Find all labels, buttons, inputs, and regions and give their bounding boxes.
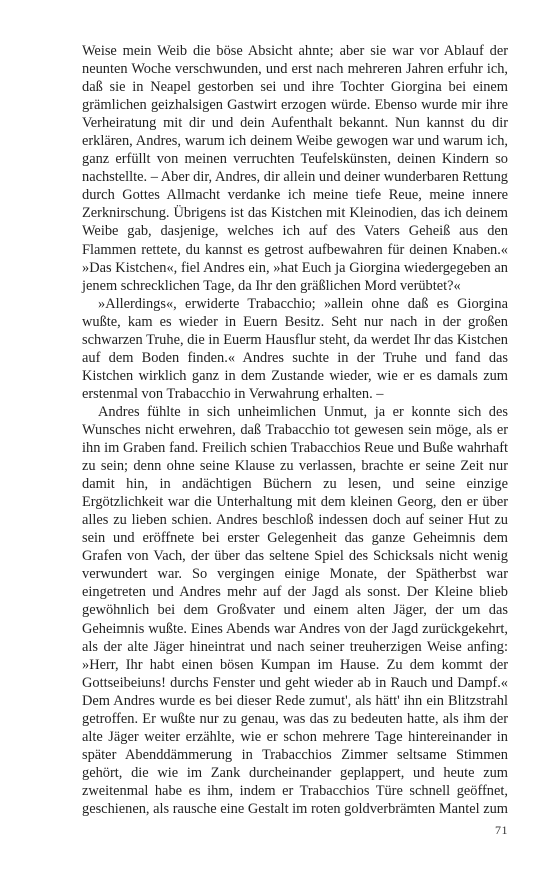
paragraph-2: »Allerdings«, erwiderte Trabacchio; »allein ohne daß es Giorgina wußte, kam es wieder in Euern Besitz. Seht nur nach in der großen schwarzen Truhe, die in Euerm Hausflur steht, da werdet Ihr das Kistchen auf dem Boden finden.« Andres suchte in der Truhe und fand das Kistchen wirklich ganz in dem Zustande wieder, wie er es damals zum erstenmal von Trabacchio in Verwahrung erhalten. – xyxy=(82,295,508,402)
body-text xyxy=(82,42,508,818)
page-number: 71 xyxy=(495,823,508,837)
paragraph-1: Weise mein Weib die böse Absicht ahnte; aber sie war vor Ablauf der neunten Woche verschwunden, und erst nach mehreren Jahren erfuhr ich, daß sie in Neapel gestorben sei und ihre Tochter Giorgina bei einem grämlichen geizhalsigen Gastwirt erzogen würde. Ebenso wurde mir ihre Verheiratung mit dir und dein Aufenthalt bekannt. Nun kannst du dir erklären, Andres, warum ich deinem Weibe gewogen war und warum ich, ganz erfüllt von meinen verruchten Teufelskünsten, deinen Kindern so nachstellte. – Aber dir, Andres, dir allein und deiner wunderbaren Rettung durch Gottes Allmacht verdanke ich meine tiefe Reue, meine innere Zerknirschung. Übrigens ist das Kistchen mit Kleinodien, das ich deinem Weibe gab, dasjenige, welches ich auf des Vaters Geheiß aus den Flammen rettete, du kannst es getrost aufbewahren für deinen Knaben.« »Das Kistchen«, fiel Andres ein, »hat Euch ja Giorgina wiedergegeben an jenem schrecklichen Tage, da Ihr den gräßlichen Mord verübtet?« xyxy=(82,43,508,294)
paragraph-3: Andres fühlte in sich unheimlichen Unmut, ja er konnte sich des Wunsches nicht erwehren, daß Trabacchio tot gewesen sein möge, als er ihn im Graben fand. Freilich schien Trabacchios Reue und Buße wahrhaft zu sein; denn ohne seine Klause zu verlassen, brachte er seine Zeit nur damit hin, in andächtigen Büchern zu lesen, und seine einzige Ergötzlichkeit war die Unterhaltung mit dem kleinen Georg, den er über alles zu lieben schien. Andres beschloß indessen doch auf seiner Hut zu sein und eröffnete bei erster Gelegenheit das ganze Geheimnis dem Grafen von Vach, der über das seltene Spiel des Schicksals nicht wenig verwundert war. So vergingen einige Monate, der Spätherbst war eingetreten und Andres mehr auf der Jagd als sonst. Der Kleine blieb gewöhnlich bei dem Großvater und einem alten Jäger, der um das Geheimnis wußte. Eines Abends war Andres von der Jagd zurückgekehrt, als der alte Jäger hineintrat und nach seiner treuherzigen Weise anfing: »Herr, Ihr habt einen bösen Kumpan im Hause. Zu dem kommt der Gottseibeiuns! durchs Fenster und geht wieder ab in Rauch und Dampf.« Dem Andres wurde es bei dieser Rede zumut', als hätt' ihn ein Blitzstrahl getroffen. Er wußte nur zu genau, was das zu bedeuten hatte, als ihm der alte Jäger weiter erzählte, wie er schon mehrere Tage hintereinander in später Abenddämmerung in Trabacchios Zimmer seltsame Stimmen gehört, die wie im Zank durcheinander geplappert, und heute zum zweitenmal habe es ihm, indem er Trabacchios Türe schnell geöffnet, geschienen, als rausche eine Gestalt im roten goldverbrämten Mantel zum xyxy=(82,403,508,817)
